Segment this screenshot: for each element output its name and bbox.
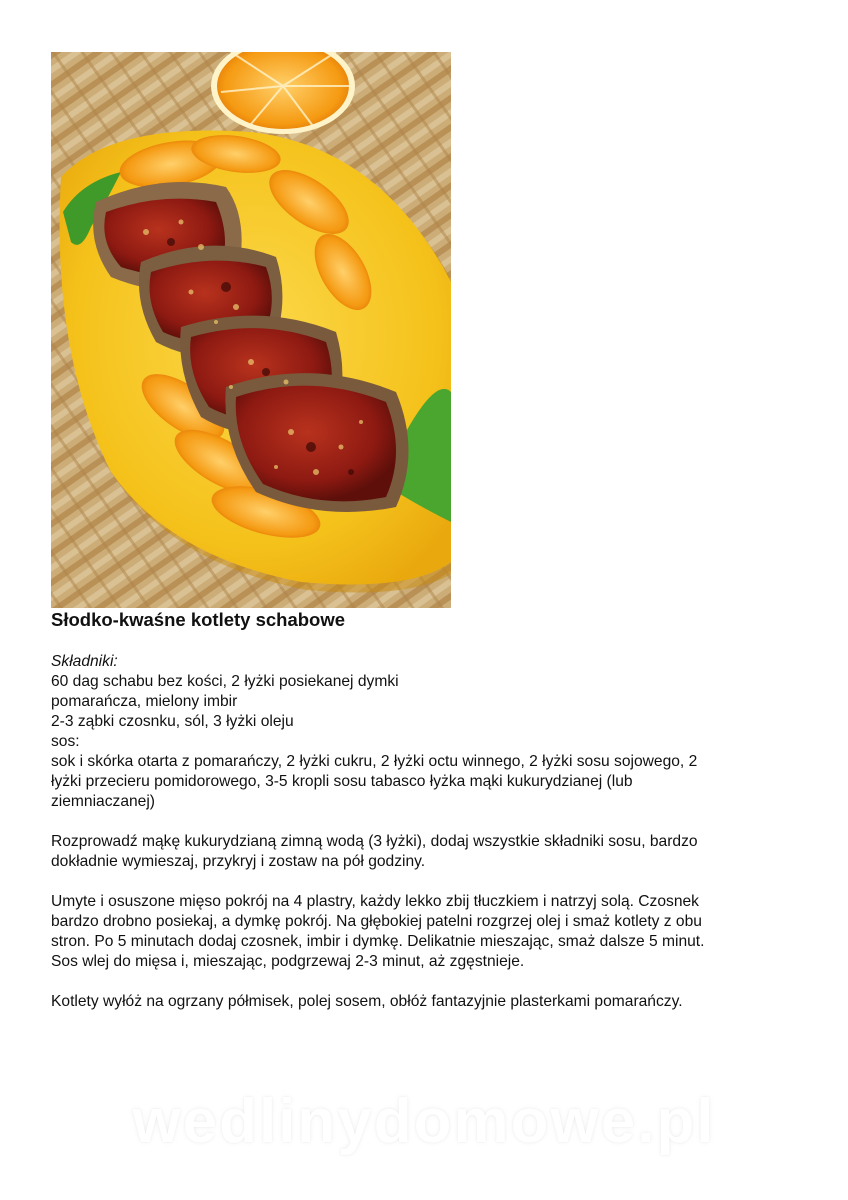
instruction-line: Umyte i osuszone mięso pokrój na 4 plastry, każdy lekko zbij tłuczkiem i natrzyj solą. Czosnek (51, 893, 699, 910)
instruction-line: dokładnie wymieszaj, przykryj i zostaw na pół godziny. (51, 853, 426, 870)
instruction-line: stron. Po 5 minutach dodaj czosnek, imbir i dymkę. Delikatnie mieszając, smaż dalsze 5 minut. (51, 933, 705, 950)
recipe-photo (51, 52, 451, 608)
ingredients-line: sok i skórka otarta z pomarańczy, 2 łyżki cukru, 2 łyżki octu winnego, 2 łyżki sosu sojowego, 2 (51, 753, 698, 770)
ingredients-line: sos: (51, 733, 80, 750)
ingredients-line: 2-3 ząbki czosnku, sól, 3 łyżki oleju (51, 713, 294, 730)
instruction-line: Kotlety wyłóż na ogrzany półmisek, polej sosem, obłóż fantazyjnie plasterkami pomarańczy. (51, 993, 683, 1010)
ingredients-line: 60 dag schabu bez kości, 2 łyżki posiekanej dymki (51, 673, 399, 690)
ingredients-line: pomarańcza, mielony imbir (51, 693, 238, 710)
site-watermark: wedlinydomowe.pl (132, 1087, 716, 1156)
instruction-line: Rozprowadź mąkę kukurydzianą zimną wodą (3 łyżki), dodaj wszystkie składniki sosu, bardzo (51, 833, 698, 850)
instruction-line: bardzo drobno posiekaj, a dymkę pokrój. Na głębokiej patelni rozgrzej olej i smaż kotlety z obu (51, 913, 702, 930)
ingredients-label: Składniki: (51, 653, 118, 670)
recipe-body (51, 652, 791, 1012)
recipe-title: Słodko-kwaśne kotlety schabowe (51, 609, 346, 630)
ingredients-line: łyżki przecieru pomidorowego, 3-5 kropli sosu tabasco łyżka mąki kukurydzianej (lub (51, 773, 633, 790)
instruction-line: Sos wlej do mięsa i, mieszając, podgrzewaj 2-3 minut, aż zgęstnieje. (51, 953, 525, 970)
paragraph-gap (51, 972, 791, 992)
ingredients-line: ziemniaczanej) (51, 793, 156, 810)
paragraph-gap (51, 812, 791, 832)
paragraph-gap (51, 872, 791, 892)
